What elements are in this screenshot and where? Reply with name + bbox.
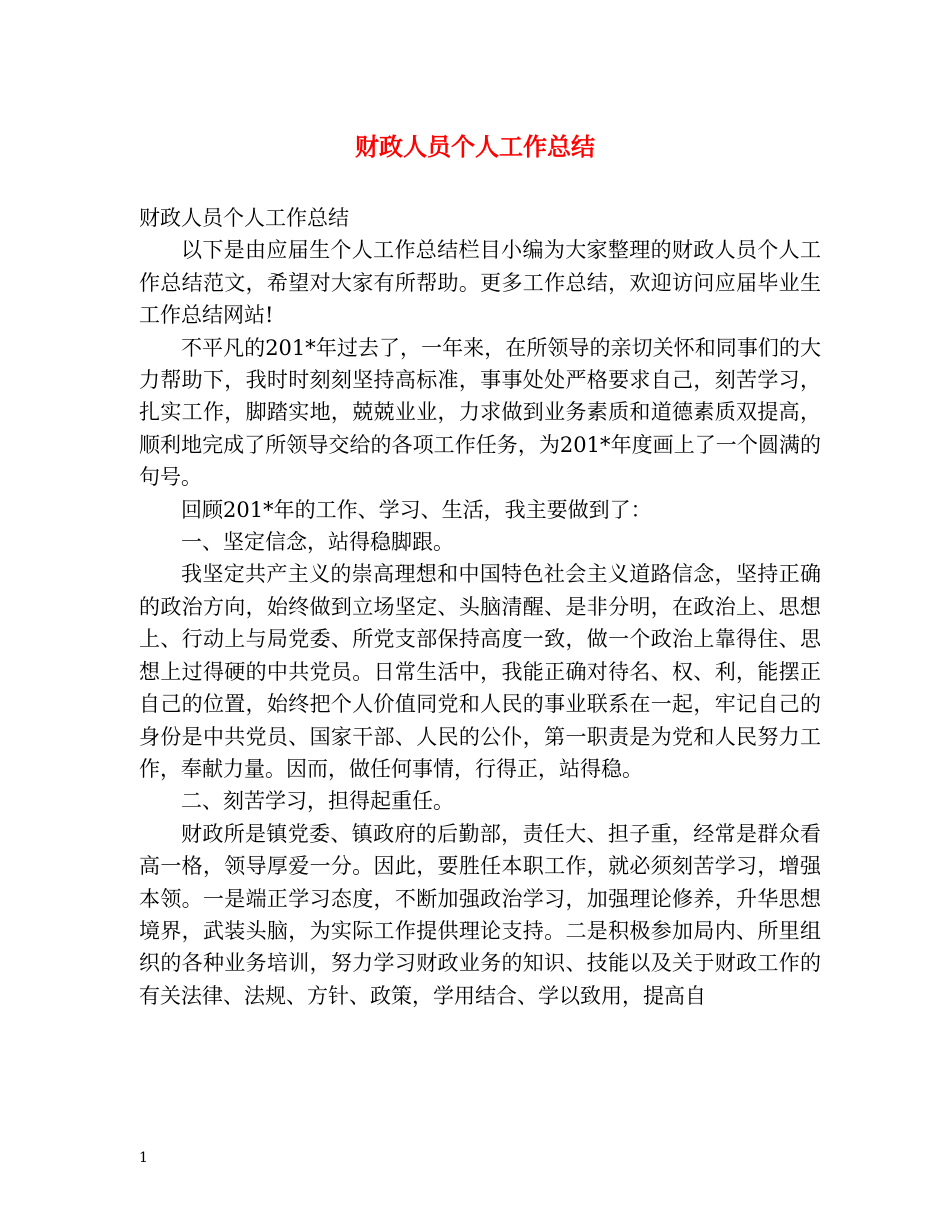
paragraph-lead-in: 回顾201*年的工作、学习、生活，我主要做到了： <box>181 497 652 522</box>
page-number: 1 <box>139 1150 148 1166</box>
document-title: 财政人员个人工作总结 <box>355 132 595 161</box>
section-heading-2: 二、刻苦学习，担得起重任。 <box>181 789 454 814</box>
section-heading-1: 一、坚定信念，站得稳脚跟。 <box>181 530 454 555</box>
document-subtitle: 财政人员个人工作总结 <box>139 206 349 230</box>
paragraph-review: 不平凡的201*年过去了，一年来，在所领导的亲切关怀和同事们的大力帮助下，我时时刻刻坚持高标准，事事处处严格要求自己，刻苦学习，扎实工作，脚踏实地，兢兢业业，力求做到业务素质和道德素质双提高，顺利地完成了所领导交给的各项工作任务，为201*年度画上了一个圆满的句号。 <box>139 335 821 490</box>
document-body <box>139 202 821 1012</box>
paragraph-intro: 以下是由应届生个人工作总结栏目小编为大家整理的财政人员个人工作总结范文，希望对大家有所帮助。更多工作总结，欢迎访问应届毕业生工作总结网站! <box>139 238 821 328</box>
paragraph-belief: 我坚定共产主义的崇高理想和中国特色社会主义道路信念，坚持正确的政治方向，始终做到立场坚定、头脑清醒、是非分明，在政治上、思想上、行动上与局党委、所党支部保持高度一致，做一个政治上靠得住、思想上过得硬的中共党员。日常生活中，我能正确对待名、权、利，能摆正自己的位置，始终把个人价值同党和人民的事业联系在一起，牢记自己的身份是中共党员、国家干部、人民的公仆，第一职责是为党和人民努力工作，奉献力量。因而，做任何事情，行得正，站得稳。 <box>139 562 821 781</box>
paragraph-study: 财政所是镇党委、镇政府的后勤部，责任大、担子重，经常是群众看高一格，领导厚爱一分。因此，要胜任本职工作，就必须刻苦学习，增强本领。一是端正学习态度，不断加强政治学习，加强理论修养，升华思想境界，武装头脑，为实际工作提供理论支持。二是积极参加局内、所里组织的各种业务培训，努力学习财政业务的知识、技能以及关于财政工作的有关法律、法规、方针、政策，学用结合、学以致用，提高自 <box>139 821 821 1008</box>
